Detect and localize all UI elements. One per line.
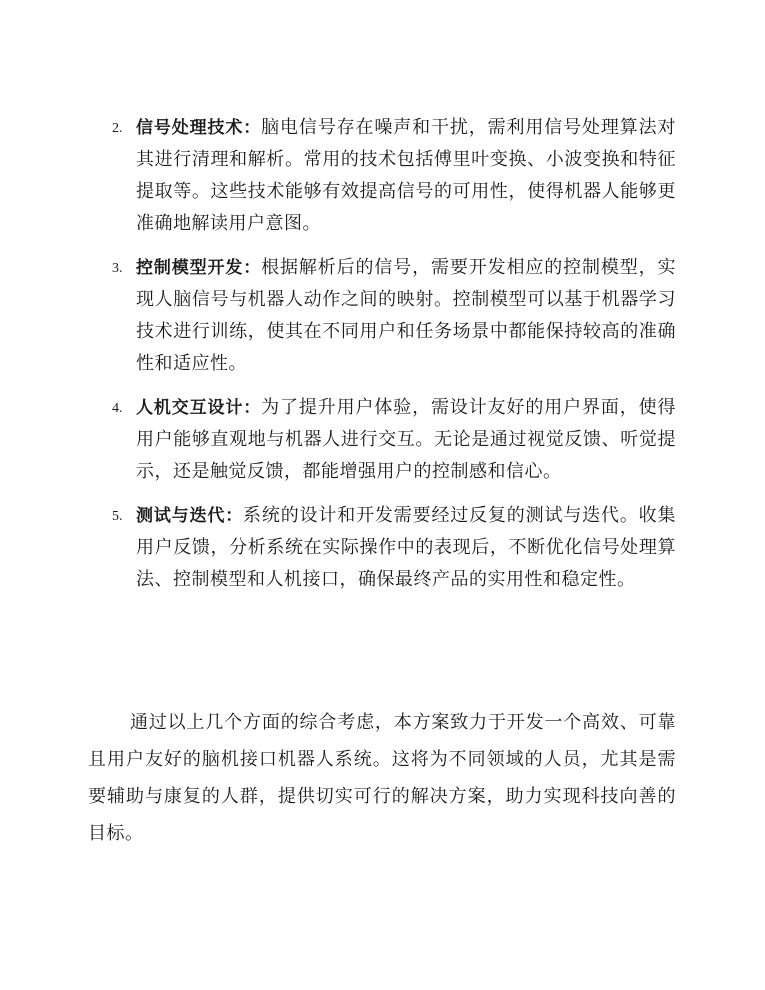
list-item xyxy=(0,252,676,380)
list-item-text: 为了提升用户体验，需设计友好的用户界面，使得用户能够直观地与机器人进行交互。无论是通过视觉反馈、听觉提示，还是触觉反馈，都能增强用户的控制感和信心。 xyxy=(136,397,676,482)
list-item-number: 5. xyxy=(112,509,123,524)
list-item-text: 根据解析后的信号，需要开发相应的控制模型，实现人脑信号与机器人动作之间的映射。控制模型可以基于机器学习技术进行训练，使其在不同用户和任务场景中都能保持较高的准确性和适应性。 xyxy=(136,257,676,374)
list-item xyxy=(0,392,676,488)
list-item-number: 4. xyxy=(112,401,123,416)
closing-paragraph: 通过以上几个方面的综合考虑，本方案致力于开发一个高效、可靠且用户友好的脑机接口机器人系统。这将为不同领域的人员，尤其是需要辅助与康复的人群，提供切实可行的解决方案，助力实现科技向善的目标。 xyxy=(88,712,676,844)
list-item-term: 控制模型开发： xyxy=(136,258,262,278)
list-item-term: 信号处理技术： xyxy=(136,118,262,138)
list-item xyxy=(0,112,676,240)
list-item xyxy=(0,500,676,596)
list-item-text: 脑电信号存在噪声和干扰，需利用信号处理算法对其进行清理和解析。常用的技术包括傅里叶变换、小波变换和特征提取等。这些技术能够有效提高信号的可用性，使得机器人能够更准确地解读用户意图。 xyxy=(136,117,676,234)
list-item-number: 2. xyxy=(112,121,123,136)
list-item-term: 人机交互设计： xyxy=(136,398,262,418)
list-item-text: 系统的设计和开发需要经过反复的测试与迭代。收集用户反馈，分析系统在实际操作中的表现后，不断优化信号处理算法、控制模型和人机接口，确保最终产品的实用性和稳定性。 xyxy=(136,505,677,590)
list-item-term: 测试与迭代： xyxy=(136,506,244,526)
numbered-list xyxy=(0,112,765,608)
list-item-number: 3. xyxy=(112,261,123,276)
